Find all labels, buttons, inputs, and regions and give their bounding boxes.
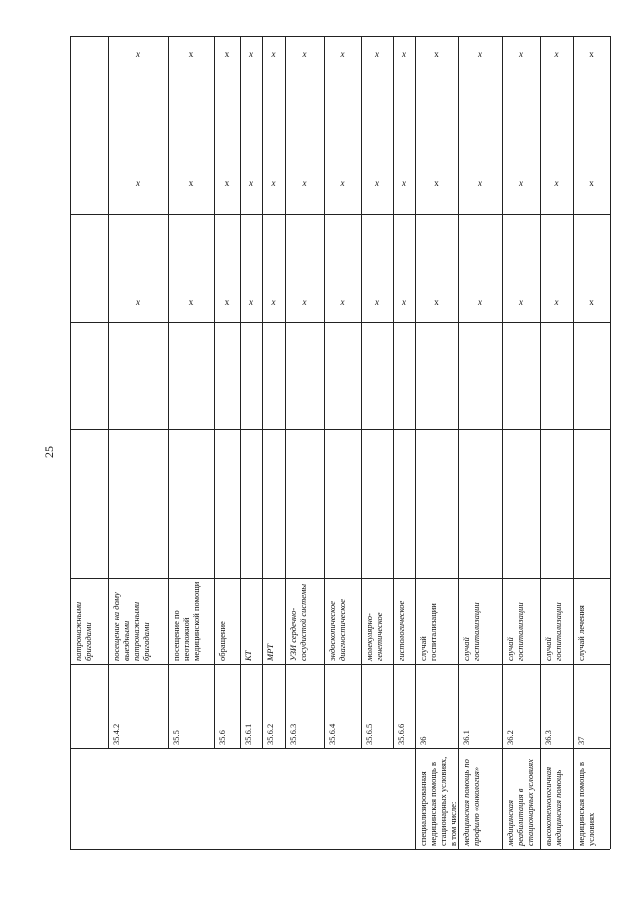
row-unit: обращение xyxy=(217,621,227,661)
cell-mark: х xyxy=(271,49,276,59)
row-unit: патронажными бригадами xyxy=(73,601,93,661)
row-unit: случай госпитализации xyxy=(461,602,481,661)
grid-vline xyxy=(240,36,241,748)
grid-vline xyxy=(393,36,394,748)
grid-hline xyxy=(70,748,610,749)
row-code: 36.2 xyxy=(505,730,515,745)
grid-vline xyxy=(70,36,71,849)
grid-hline xyxy=(70,849,610,850)
grid-vline xyxy=(573,36,574,849)
cell-mark: х xyxy=(375,178,379,188)
row-label: медицинская помощь по профилю «онкология» xyxy=(461,759,481,846)
row-unit: случай госпитализации xyxy=(418,603,438,661)
grid-vline xyxy=(610,36,611,849)
cell-mark: х xyxy=(478,49,482,59)
cell-mark: х xyxy=(589,297,594,307)
row-unit: случай лечения xyxy=(576,605,586,661)
row-code: 35.6 xyxy=(217,730,227,745)
grid-hline xyxy=(70,664,610,665)
cell-mark: х xyxy=(434,297,439,307)
grid-vline xyxy=(214,36,215,748)
cell-mark: х xyxy=(478,297,482,307)
cell-mark: х xyxy=(519,297,523,307)
grid-hline xyxy=(70,429,610,430)
cell-mark: х xyxy=(402,178,406,188)
cell-mark: х xyxy=(402,49,406,59)
cell-mark: х xyxy=(224,178,230,188)
row-unit: посещение на дому выездными патронажными бригадами xyxy=(111,592,151,661)
row-code: 35.4.2 xyxy=(111,723,121,745)
row-unit: гистологическое xyxy=(396,600,406,661)
cell-mark: х xyxy=(136,49,140,59)
cell-mark: х xyxy=(554,178,559,188)
row-code: 36.1 xyxy=(461,730,471,745)
grid-hline xyxy=(70,36,610,37)
cell-mark: х xyxy=(340,297,345,307)
grid-vline xyxy=(262,36,263,748)
row-unit: эндоскопическое диагностическое xyxy=(327,599,347,661)
grid-vline xyxy=(458,36,459,849)
cell-mark: х xyxy=(188,178,194,188)
row-label: медицинская реабилитация в стационарных условиях xyxy=(505,759,535,846)
row-code: 37 xyxy=(576,736,586,745)
cell-mark: х xyxy=(302,178,307,188)
cell-mark: х xyxy=(340,49,345,59)
cell-mark: х xyxy=(249,178,253,188)
cell-mark: х xyxy=(224,297,230,307)
row-unit: КТ xyxy=(243,650,253,661)
row-code: 35.6.6 xyxy=(396,723,406,745)
cell-mark: х xyxy=(554,297,559,307)
cell-mark: х xyxy=(302,297,307,307)
cell-mark: х xyxy=(249,49,253,59)
row-unit: посещение по неотложной медицинской помощи xyxy=(171,581,201,661)
row-unit: МРТ xyxy=(265,644,275,661)
grid-vline xyxy=(168,36,169,748)
grid-hline xyxy=(70,578,610,579)
grid-vline xyxy=(324,36,325,748)
cell-mark: х xyxy=(375,49,379,59)
cell-mark: х xyxy=(136,297,140,307)
row-unit: молекулярно-генетическое xyxy=(364,612,384,661)
cell-mark: х xyxy=(589,178,594,188)
row-code: 35.6.2 xyxy=(265,723,275,745)
row-code: 35.6.4 xyxy=(327,723,337,745)
grid-vline xyxy=(502,36,503,849)
grid-vline xyxy=(540,36,541,849)
row-unit: случай госпитализации xyxy=(505,602,525,661)
cell-mark: х xyxy=(375,297,379,307)
cell-mark: х xyxy=(340,178,345,188)
row-code: 36.3 xyxy=(543,730,553,745)
cell-mark: х xyxy=(271,178,276,188)
cell-mark: х xyxy=(554,49,559,59)
cell-mark: х xyxy=(589,49,594,59)
grid-hline xyxy=(70,214,610,215)
row-code: 35.6.3 xyxy=(288,723,298,745)
row-unit: случай госпитализации xyxy=(543,602,563,661)
cell-mark: х xyxy=(249,297,253,307)
row-label: специализированная медицинская помощь в стационарных условиях, в том числе: xyxy=(418,756,458,846)
row-code: 35.6.1 xyxy=(243,723,253,745)
row-code: 36 xyxy=(418,736,428,745)
cell-mark: х xyxy=(402,297,406,307)
cell-mark: х xyxy=(519,178,523,188)
page-number: 25 xyxy=(42,446,56,458)
cell-mark: х xyxy=(224,49,230,59)
cell-mark: х xyxy=(188,297,194,307)
row-code: 35.5 xyxy=(171,730,181,745)
row-unit: УЗИ сердечно-сосудистой системы xyxy=(288,583,308,661)
cell-mark: х xyxy=(136,178,140,188)
cell-mark: х xyxy=(188,49,194,59)
cell-mark: х xyxy=(434,178,439,188)
grid-vline xyxy=(285,36,286,748)
grid-vline xyxy=(361,36,362,748)
grid-hline xyxy=(70,322,610,323)
cell-mark: х xyxy=(302,49,307,59)
cell-mark: х xyxy=(478,178,482,188)
row-label: высокотехнологичная медицинская помощь xyxy=(543,766,563,846)
grid-vline xyxy=(108,36,109,748)
cell-mark: х xyxy=(434,49,439,59)
row-code: 35.6.5 xyxy=(364,723,374,745)
cell-mark: х xyxy=(271,297,276,307)
data-table xyxy=(70,36,610,849)
row-label: медицинская помощь в условиях xyxy=(576,762,596,846)
grid-vline xyxy=(415,36,416,849)
cell-mark: х xyxy=(519,49,523,59)
